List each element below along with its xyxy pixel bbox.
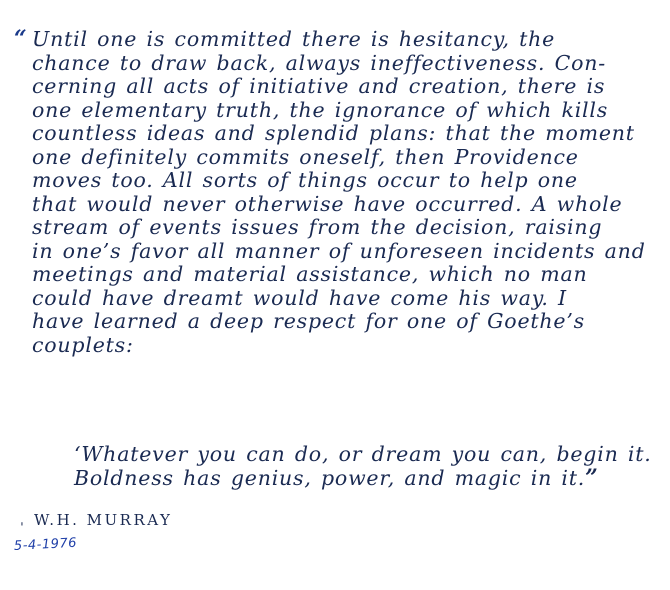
quote-line: have learned a deep respect for one of Goethe’s	[32, 309, 585, 333]
quote-line: Until one is committed there is hesitancy, the	[32, 27, 556, 51]
author-tick-mark: ˌ	[20, 512, 24, 528]
quote-line: one elementary truth, the ignorance of which kills	[32, 97, 609, 122]
author-name: W.H. MURRAY	[34, 511, 173, 529]
quote-line: cerning all acts of initiative and creation, there is	[32, 74, 606, 98]
couplet-line-2	[74, 466, 654, 490]
handwritten-date: 5-4-1976	[13, 535, 78, 554]
quote-line: stream of events issues from the decision, raising	[32, 215, 603, 239]
quote-line: countless ideas and splendid plans: that the moment	[32, 121, 635, 145]
quote-paragraph	[32, 28, 652, 357]
goethe-couplet	[74, 442, 654, 490]
quote-line: couplets:	[32, 332, 134, 357]
quote-line: one definitely commits oneself, then Providence	[32, 144, 579, 169]
couplet-line-1: ‘Whatever you can do, or dream you can, begin it.	[74, 442, 652, 466]
open-quote-mark: “	[14, 26, 27, 52]
quote-line: moves too. All sorts of things occur to help one	[32, 168, 578, 192]
quote-line: that would never otherwise have occurred. A whole	[32, 191, 623, 216]
quote-line: in one’s favor all manner of unforeseen incidents and	[32, 238, 646, 263]
close-quote-mark: ”	[585, 465, 599, 491]
quote-line: chance to draw back, always ineffectiveness. Con-	[32, 50, 606, 75]
couplet-line-2-text: Boldness has genius, power, and magic in it.	[74, 466, 586, 490]
quote-line: meetings and material assistance, which no man	[32, 262, 588, 286]
quote-line: could have dreamt would have come his way. I	[32, 285, 567, 310]
